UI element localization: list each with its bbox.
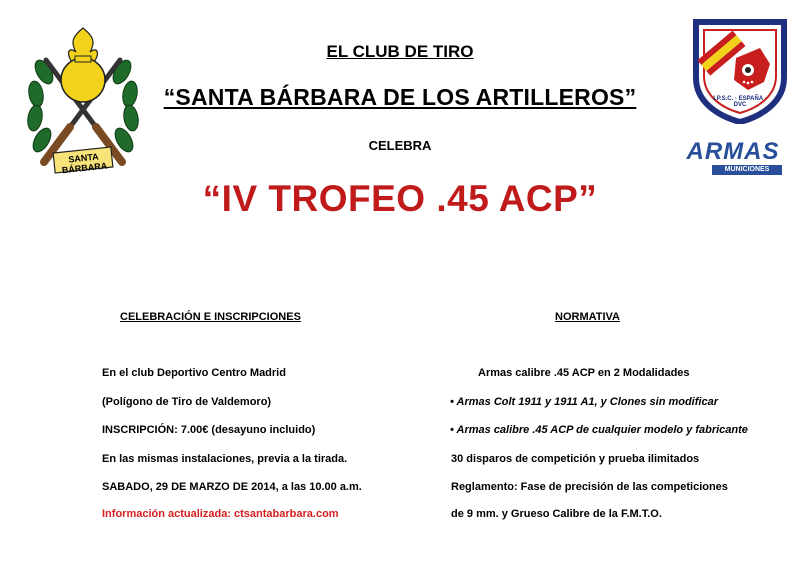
club-name-heading: “SANTA BÁRBARA DE LOS ARTILLEROS”	[163, 84, 637, 110]
modality-item	[450, 396, 718, 408]
bullet-icon: •	[450, 424, 454, 436]
left-line-1: En el club Deportivo Centro Madrid	[102, 367, 286, 379]
armas-brand-text: ARMAS	[686, 138, 780, 165]
left-line-5: SABADO, 29 DE MARZO DE 2014, a las 10.00 a.m.	[102, 481, 362, 493]
celebracion-section-title: CELEBRACIÓN E INSCRIPCIONES	[120, 311, 301, 323]
crest-banner-text: SANTA BÁRBARA	[61, 151, 108, 176]
club-heading: EL CLUB DE TIRO	[326, 42, 474, 61]
left-line-2: (Polígono de Tiro de Valdemoro)	[102, 396, 272, 408]
left-line-3: INSCRIPCIÓN: 7.00€ (desayuno incluido)	[102, 424, 316, 436]
normativa-section-title: NORMATIVA	[555, 311, 620, 323]
celebra-heading: CELEBRA	[368, 138, 432, 153]
badge-bottom-text: I.P.S.C. · ESPAÑA · DVC	[713, 96, 767, 108]
event-title: “IV TROFEO .45 ACP”	[202, 178, 598, 219]
bullet-icon: •	[450, 396, 454, 408]
info-link[interactable]: Información actualizada: ctsantabarbara.com	[102, 508, 339, 520]
right-line-1: 30 disparos de competición y prueba ilimitados	[451, 453, 700, 465]
modality-item	[450, 424, 748, 436]
modality-label: Armas calibre .45 ACP de cualquier modelo y fabricante	[456, 424, 748, 436]
left-line-4: En las mismas instalaciones, previa a la tirada.	[102, 453, 348, 465]
right-line-3: de 9 mm. y Grueso Calibre de la F.M.T.O.	[451, 508, 662, 520]
modality-label: Armas Colt 1911 y 1911 A1, y Clones sin modificar	[456, 396, 718, 408]
right-line-2: Reglamento: Fase de precisión de las competiciones	[451, 481, 728, 493]
armas-sub-text: MUNICIONES	[724, 166, 770, 173]
normativa-intro: Armas calibre .45 ACP en 2 Modalidades	[478, 367, 690, 379]
